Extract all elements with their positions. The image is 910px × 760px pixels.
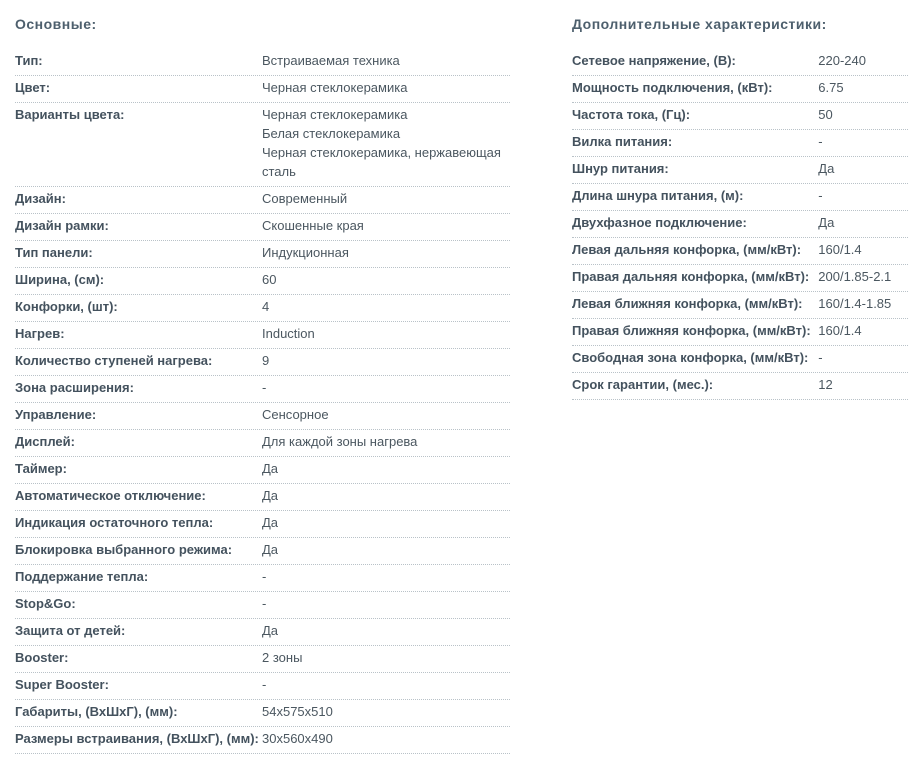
spec-value-line: - (262, 569, 267, 584)
spec-row (15, 403, 510, 430)
spec-value-line: Для каждой зоны нагрева (262, 434, 418, 449)
spec-value (262, 403, 507, 424)
spec-value-line: 2 зоны (262, 650, 303, 665)
spec-row (15, 49, 510, 76)
spec-label: Левая ближняя конфорка, (мм/кВт): (572, 296, 803, 311)
spec-value-line: 4 (262, 299, 270, 314)
spec-label: Дизайн: (15, 191, 66, 206)
spec-label: Booster: (15, 650, 69, 665)
spec-value (818, 346, 908, 367)
spec-value-line: Черная стеклокерамика (262, 80, 408, 95)
spec-row (572, 157, 908, 184)
spec-value-line: - (262, 380, 267, 395)
spec-value (818, 238, 908, 259)
spec-row (15, 565, 510, 592)
spec-value-line: 60 (262, 272, 277, 287)
spec-value (262, 49, 507, 70)
spec-row (15, 214, 510, 241)
extra-specs-list (572, 49, 908, 400)
main-specs-title: Основные: (15, 16, 97, 32)
spec-value-line: Да (818, 161, 835, 176)
spec-row (572, 265, 908, 292)
spec-value (262, 376, 507, 397)
spec-row (15, 538, 510, 565)
spec-label: Защита от детей: (15, 623, 126, 638)
spec-value (262, 484, 507, 505)
spec-value-line: Современный (262, 191, 348, 206)
spec-label: Левая дальняя конфорка, (мм/кВт): (572, 242, 802, 257)
main-specs-list (15, 49, 510, 754)
spec-value-line: 200/1.85-2.1 (818, 269, 892, 284)
spec-row (15, 511, 510, 538)
spec-value-line: - (262, 677, 267, 692)
spec-label: Тип: (15, 53, 43, 68)
spec-value (262, 349, 507, 370)
spec-value (818, 373, 908, 394)
spec-row (15, 727, 510, 754)
spec-label: Габариты, (ВхШхГ), (мм): (15, 704, 178, 719)
spec-value (262, 322, 507, 343)
spec-value-line: - (818, 350, 823, 365)
spec-value (262, 538, 507, 559)
spec-value (818, 157, 908, 178)
spec-value-line: 54x575x510 (262, 704, 333, 719)
spec-value (262, 457, 507, 478)
spec-value-line: 30x560x490 (262, 731, 333, 746)
spec-label: Правая дальняя конфорка, (мм/кВт): (572, 269, 810, 284)
spec-label: Таймер: (15, 461, 67, 476)
spec-label: Варианты цвета: (15, 107, 125, 122)
spec-row (15, 103, 510, 187)
spec-value (262, 268, 507, 289)
spec-value (818, 184, 908, 205)
spec-value (818, 292, 908, 313)
spec-row (15, 322, 510, 349)
spec-row (572, 319, 908, 346)
spec-label: Свободная зона конфорка, (мм/кВт): (572, 350, 809, 365)
spec-value (262, 295, 507, 316)
spec-label: Нагрев: (15, 326, 65, 341)
spec-value-line: Белая стеклокерамика (262, 126, 401, 141)
spec-value-line: Да (818, 215, 835, 230)
spec-label: Длина шнура питания, (м): (572, 188, 744, 203)
spec-row (15, 457, 510, 484)
spec-value-line: сталь (262, 164, 296, 179)
spec-value (818, 76, 908, 97)
spec-value (262, 430, 507, 451)
spec-value-line: Да (262, 623, 279, 638)
spec-value (262, 646, 507, 667)
spec-value-line: Встраиваемая техника (262, 53, 400, 68)
spec-row (15, 295, 510, 322)
spec-row (572, 130, 908, 157)
spec-value (262, 187, 507, 208)
spec-value (262, 214, 507, 235)
spec-row (15, 241, 510, 268)
spec-value-line: 220-240 (818, 53, 866, 68)
spec-value (818, 103, 908, 124)
spec-value (262, 727, 507, 748)
spec-row (15, 430, 510, 457)
spec-value (262, 700, 507, 721)
spec-value (262, 592, 507, 613)
spec-value (818, 319, 908, 340)
spec-label: Поддержание тепла: (15, 569, 149, 584)
spec-row (15, 349, 510, 376)
spec-row (572, 49, 908, 76)
spec-label: Зона расширения: (15, 380, 134, 395)
spec-row (15, 700, 510, 727)
spec-label: Вилка питания: (572, 134, 673, 149)
spec-row (572, 346, 908, 373)
spec-row (15, 376, 510, 403)
spec-label: Количество ступеней нагрева: (15, 353, 213, 368)
spec-row (572, 103, 908, 130)
spec-row (15, 187, 510, 214)
spec-row (15, 268, 510, 295)
spec-label: Stop&Go: (15, 596, 76, 611)
spec-label: Тип панели: (15, 245, 93, 260)
spec-value-line: Черная стеклокерамика, нержавеющая (262, 145, 501, 160)
spec-value-line: 160/1.4-1.85 (818, 296, 892, 311)
spec-row (572, 292, 908, 319)
spec-value-line: - (818, 134, 823, 149)
spec-value-line: Черная стеклокерамика (262, 107, 408, 122)
spec-label: Частота тока, (Гц): (572, 107, 691, 122)
spec-label: Размеры встраивания, (ВхШхГ), (мм): (15, 731, 259, 746)
spec-label: Правая ближняя конфорка, (мм/кВт): (572, 323, 811, 338)
spec-label: Ширина, (см): (15, 272, 105, 287)
spec-value (262, 511, 507, 532)
spec-row (572, 211, 908, 238)
spec-row (15, 484, 510, 511)
spec-label: Super Booster: (15, 677, 109, 692)
spec-row (15, 646, 510, 673)
spec-value-line: Да (262, 461, 279, 476)
spec-value (262, 241, 507, 262)
spec-label: Цвет: (15, 80, 51, 95)
spec-value (818, 211, 908, 232)
spec-label: Двухфазное подключение: (572, 215, 747, 230)
spec-label: Блокировка выбранного режима: (15, 542, 233, 557)
spec-label: Мощность подключения, (кВт): (572, 80, 773, 95)
main-specs-section (15, 0, 510, 754)
spec-row (15, 619, 510, 646)
spec-label: Шнур питания: (572, 161, 669, 176)
spec-row (572, 238, 908, 265)
spec-value (818, 49, 908, 70)
spec-row (15, 592, 510, 619)
spec-value-line: 6.75 (818, 80, 844, 95)
spec-label: Конфорки, (шт): (15, 299, 118, 314)
spec-value (818, 130, 908, 151)
spec-value (262, 565, 507, 586)
spec-value-line: - (262, 596, 267, 611)
spec-row (15, 76, 510, 103)
spec-value-line: Да (262, 515, 279, 530)
extra-specs-section (572, 0, 908, 400)
spec-value (262, 76, 507, 97)
spec-value-line: Индукционная (262, 245, 349, 260)
spec-label: Дизайн рамки: (15, 218, 109, 233)
spec-value-line: Induction (262, 326, 315, 341)
spec-value (262, 673, 507, 694)
spec-value (818, 265, 908, 286)
spec-row (572, 184, 908, 211)
spec-value (262, 619, 507, 640)
spec-value-line: 9 (262, 353, 270, 368)
spec-label: Индикация остаточного тепла: (15, 515, 214, 530)
spec-value-line: Да (262, 488, 279, 503)
spec-label: Срок гарантии, (мес.): (572, 377, 714, 392)
spec-label: Дисплей: (15, 434, 75, 449)
spec-value-line: Да (262, 542, 279, 557)
spec-value-line: 160/1.4 (818, 323, 862, 338)
spec-label: Автоматическое отключение: (15, 488, 206, 503)
spec-label: Сетевое напряжение, (В): (572, 53, 736, 68)
spec-value-line: 12 (818, 377, 833, 392)
spec-value-line: - (818, 188, 823, 203)
spec-value-line: 160/1.4 (818, 242, 862, 257)
spec-value-line: Скошенные края (262, 218, 364, 233)
spec-value-line: Сенсорное (262, 407, 329, 422)
extra-specs-title: Дополнительные характеристики: (572, 16, 827, 32)
spec-row (572, 76, 908, 103)
spec-value-line: 50 (818, 107, 833, 122)
spec-label: Управление: (15, 407, 97, 422)
spec-value (262, 103, 507, 181)
spec-row (572, 373, 908, 400)
spec-row (15, 673, 510, 700)
